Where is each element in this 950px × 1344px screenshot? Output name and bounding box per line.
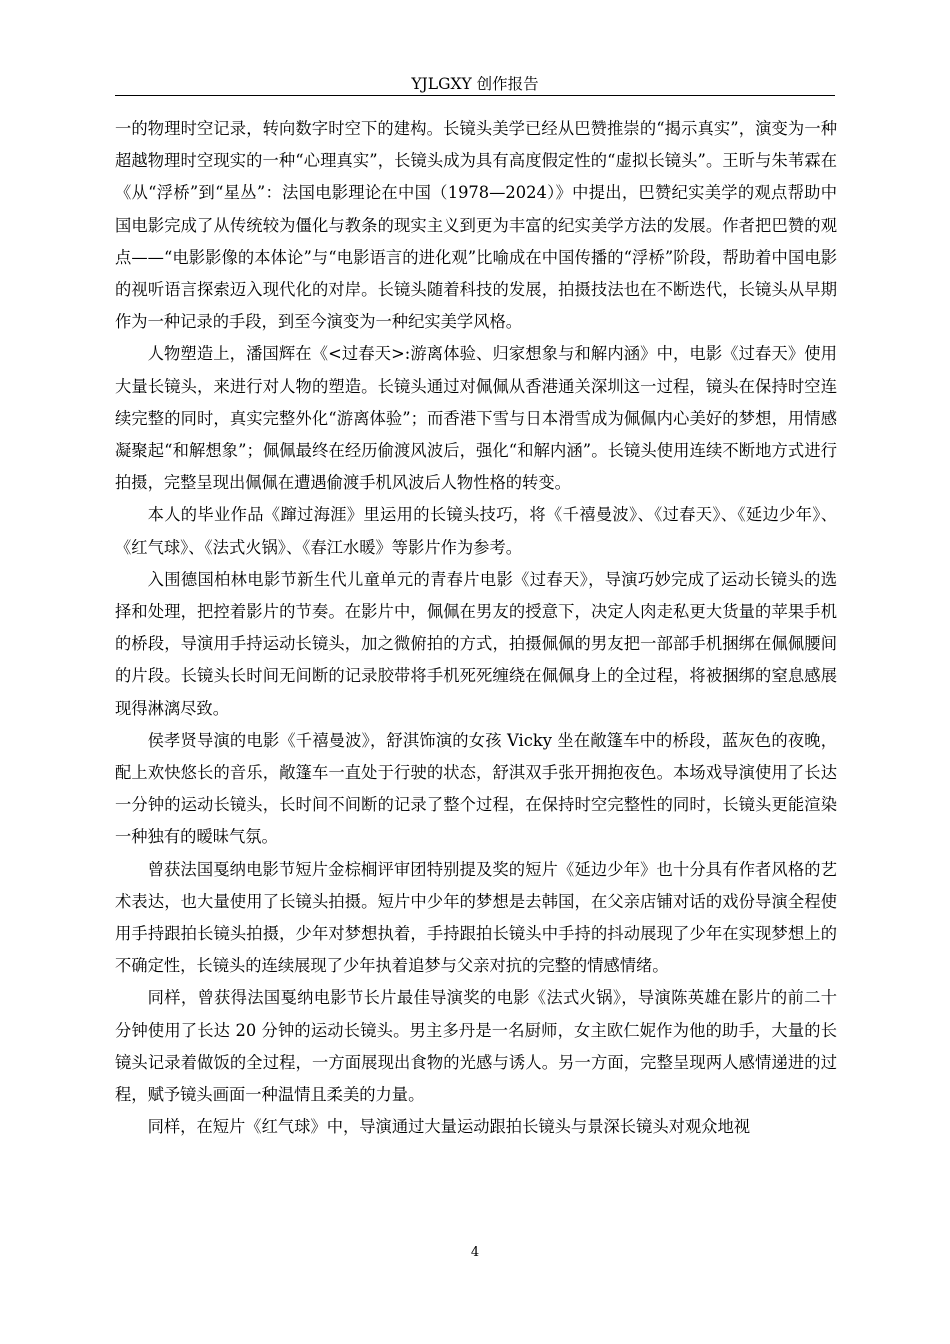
paragraph-3: 本人的毕业作品《蹿过海涯》里运用的长镜头技巧，将《千禧曼波》、《过春天》、《延边少年》、《红气球》、《法式火锅》、《春江水暖》等影片作为参考。	[115, 505, 837, 557]
paragraph-6: 曾获法国戛纳电影节短片金棕榈评审团特别提及奖的短片《延边少年》也十分具有作者风格的艺术表达，也大量使用了长镜头拍摄。短片中少年的梦想是去韩国，在父亲店铺对话的戏份导演全程使用手持跟拍长镜头拍摄，少年对梦想执着，手持跟拍长镜头中手持的抖动展现了少年在实现梦想上的不确定性，长镜头的连续展现了少年执着追梦与父亲对抗的完整的情感情绪。	[115, 859, 837, 976]
body-text	[115, 113, 837, 1144]
paragraph-5: 侯孝贤导演的电影《千禧曼波》，舒淇饰演的女孩 Vicky 坐在敞篷车中的桥段，蓝灰色的夜晚，配上欢快悠长的音乐，敞篷车一直处于行驶的状态，舒淇双手张开拥抱夜色。本场戏导演使用了长达一分钟的运动长镜头，长时间不间断的记录了整个过程，在保持时空完整性的同时，长镜头更能渲染一种独有的暧昧气氛。	[115, 730, 837, 847]
paragraph-2: 人物塑造上，潘国辉在《<过春天>:游离体验、归家想象与和解内涵》中，电影《过春天》使用大量长镜头，来进行对人物的塑造。长镜头通过对佩佩从香港通关深圳这一过程，镜头在保持时空连续完整的同时，真实完整外化“游离体验”；而香港下雪与日本滑雪成为佩佩内心美好的梦想，用情感凝聚起“和解想象”；佩佩最终在经历偷渡风波后，强化“和解内涵”。长镜头使用连续不断地方式进行拍摄，完整呈现出佩佩在遭遇偷渡手机风波后人物性格的转变。	[115, 344, 837, 493]
paragraph-1: 一的物理时空记录，转向数字时空下的建构。长镜头美学已经从巴赞推崇的“揭示真实”，演变为一种超越物理时空现实的一种“心理真实”，长镜头成为具有高度假定性的“虚拟长镜头”。王昕与朱苇霖在《从“浮桥”到“星丛”：法国电影理论在中国（1978—2024）》中提出，巴赞纪实美学的观点帮助中国电影完成了从传统较为僵化与教条的现实主义到更为丰富的纪实美学方法的发展。作者把巴赞的观点——“电影影像的本体论”与“电影语言的进化观”比喻成在中国传播的“浮桥”阶段，帮助着中国电影的视听语言探索迈入现代化的对岸。长镜头随着科技的发展，拍摄技法也在不断迭代，长镜头从早期作为一种记录的手段，到至今演变为一种纪实美学风格。	[115, 119, 837, 332]
paragraph-7: 同样，曾获得法国戛纳电影节长片最佳导演奖的电影《法式火锅》，导演陈英雄在影片的前二十分钟使用了长达 20 分钟的运动长镜头。男主多丹是一名厨师，女主欧仁妮作为他的助手，大量的长镜头记录着做饭的全过程，一方面展现出食物的光感与诱人。另一方面，完整呈现两人感情递进的过程，赋予镜头画面一种温情且柔美的力量。	[115, 988, 837, 1105]
page-header: YJLGXY 创作报告	[411, 75, 539, 93]
paragraph-4: 入围德国柏林电影节新生代儿童单元的青春片电影《过春天》，导演巧妙完成了运动长镜头的选择和处理，把控着影片的节奏。在影片中，佩佩在男友的授意下，决定人肉走私更大货量的苹果手机的桥段，导演用手持运动长镜头，加之微俯拍的方式，拍摄佩佩的男友把一部部手机捆绑在佩佩腰间的片段。长镜头长时间无间断的记录胶带将手机死死缠绕在佩佩身上的全过程，将被捆绑的窒息感展现得淋漓尽致。	[115, 569, 837, 718]
paragraph-8: 同样，在短片《红气球》中，导演通过大量运动跟拍长镜头与景深长镜头对观众地视	[147, 1117, 751, 1137]
page-number: 4	[470, 1245, 480, 1260]
header-rule	[115, 95, 835, 96]
